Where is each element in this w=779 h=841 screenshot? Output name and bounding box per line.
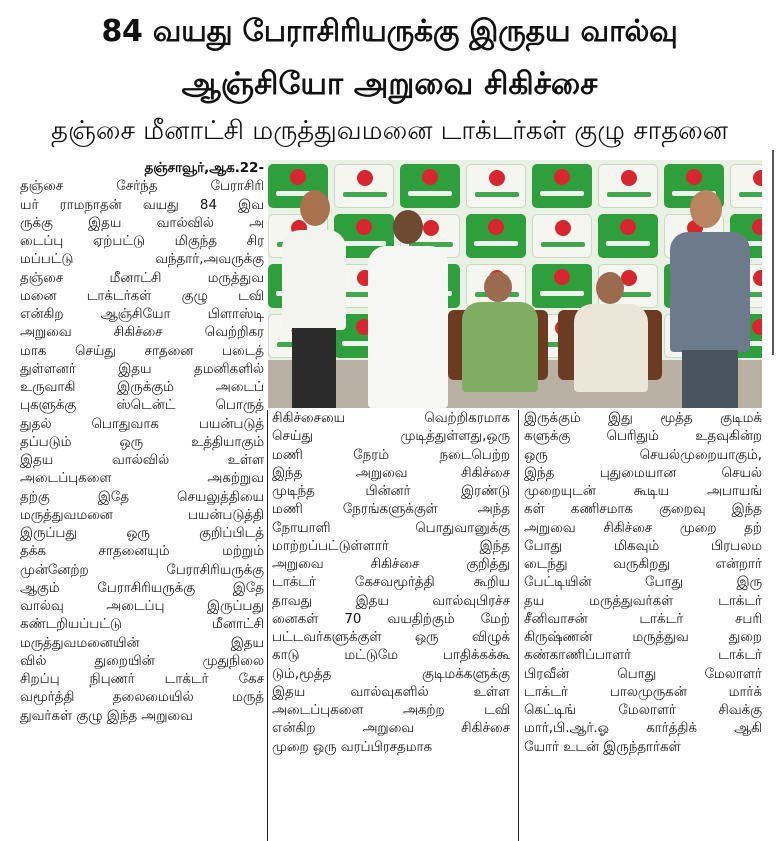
article-line: சிகிச்சையை வெற்றிகரமாக xyxy=(272,411,510,426)
backdrop-logo-tile xyxy=(532,164,592,208)
headline-line1: 84 வயது பேராசிரியருக்கு இருதய வால்வு xyxy=(101,14,678,49)
article-line: டும்,மூத்த குடிமக்களுக்கு xyxy=(272,666,510,682)
article-line: வால்வு அடைப்பு இருப்பது xyxy=(20,599,264,614)
article-column-1 xyxy=(20,160,264,840)
article-line: துள்ளனர் இதய தமனிகளில் xyxy=(20,361,264,377)
seated-man-figure xyxy=(568,272,652,392)
column-rule-1 xyxy=(267,410,268,841)
article-line: யோர் உடன் இருந்தார்கள் xyxy=(524,739,681,755)
article-line: இருக்கும் இது மூத்த குடிமக் xyxy=(524,411,762,426)
article-line: பிரவீன் பொது மேலாளர் xyxy=(524,666,762,682)
article-line: என்கிற ஆஞ்சியோ பிளாஸ்டி xyxy=(20,307,264,322)
backdrop-logo-tile xyxy=(598,214,658,258)
article-line: மருத்துவமனை பயன்படுத்தி xyxy=(20,507,264,523)
article-line: தக்க சாதனையும் மற்றும் xyxy=(20,544,264,560)
article-line: டைப்பு ஏற்பட்டு மிகுந்த சிர xyxy=(20,234,264,249)
article-line: உருவாகி இருக்கும் அடைப் xyxy=(20,380,264,395)
article-line: அடைப்புகளை அகற்ற டவி xyxy=(272,703,510,718)
article-line: அடைப்புகளை அகற்றுவ xyxy=(20,471,264,487)
article-line: மாக செய்து சாதனை படைத் xyxy=(20,343,264,359)
article-line: டாக்டர் பாலமுருகன் மார்க் xyxy=(524,684,762,700)
article-line: டைந்து வருகிறது என்றார் xyxy=(524,557,762,572)
column-rule-2 xyxy=(518,410,519,841)
article-line: மாற்றப்பட்டுள்ளார் இந்த xyxy=(272,538,510,554)
article-line: தஞ்சை சேர்ந்த பேராசிரி xyxy=(20,179,264,195)
article-line: இதய வால்வில் உள்ள xyxy=(20,453,264,468)
article-line: வில் துறையின் முதுநிலை xyxy=(20,653,264,669)
article-line: வமூர்த்தி தலைமையில் மருத் xyxy=(20,690,264,706)
article-line: முறையுடன் கூடிய அபாயங் xyxy=(524,484,762,499)
article-line: ருக்கு இதய வால்வில் அ xyxy=(20,215,264,231)
article-line: மருத்துவமனையின் இதய xyxy=(20,635,264,651)
column-rule-right xyxy=(772,150,774,355)
article-line: முன்னேற்ற பேராசிரியருக்கு xyxy=(20,562,264,578)
article-line: முடிந்த பின்னர் இரண்டு xyxy=(272,484,510,499)
article-line: மப்பட்டு வந்தார்,அவருக்கு xyxy=(20,252,264,268)
article-line: தஞ்சை மீனாட்சி மருத்துவ xyxy=(20,270,264,286)
article-line: இதய வால்வுகளில் உள்ள xyxy=(272,684,510,700)
article-line: இந்த புதுமையான செயல் xyxy=(524,465,762,481)
doctor-figure xyxy=(360,210,456,408)
article-column-2 xyxy=(272,410,510,840)
backdrop-logo-tile xyxy=(400,164,460,208)
dateline: தஞ்சாவூர்,ஆக.22- xyxy=(144,161,264,176)
subheadline: தஞ்சை மீனாட்சி மருத்துவமனை டாக்டர்கள் குழு சாதனை xyxy=(51,116,728,146)
article-line: கண்டறியப்பட்டு மீனாட்சி xyxy=(20,617,264,633)
article-line: ஒரு செயல்முறையாகும், xyxy=(524,447,762,463)
article-line: அறுவை சிகிச்சை குறித்து xyxy=(272,557,510,572)
article-line: தப்படும் ஒரு உத்தியாகும் xyxy=(20,434,264,450)
group-photo-icon xyxy=(268,160,762,408)
article-line: கள் கணிசமாக குறைவு இந்த xyxy=(524,502,762,518)
person-right-figure xyxy=(660,190,760,408)
article-line: செய்து முடித்துள்ளது,ஒரு xyxy=(272,429,510,445)
article-line: என்கிற அறுவை சிகிச்சை xyxy=(272,721,510,737)
article-line: மணி நேரம் நடைபெற்ற xyxy=(272,447,510,463)
article-line: மனை டாக்டர்கள் குழு டவி xyxy=(20,288,264,304)
article-line: மார்,பி.ஆர்.ஓ கார்த்திக் ஆகி xyxy=(524,721,762,737)
article-line: னைகள் 70 வயதிற்கும் மேற் xyxy=(272,611,510,627)
article-line: புகளுக்கு ஸ்டென்ட் பொருத் xyxy=(20,398,264,414)
article-line: தாவது இதய வால்வுபிரச்ச xyxy=(272,593,510,609)
article-line: இருப்பது ஒரு குறிப்பிடத் xyxy=(20,526,264,541)
article-line: பட்டவர்களுக்குள் ஒரு விழுக் xyxy=(272,630,510,645)
article-line: மணி நேரங்களுக்குள் அந்த xyxy=(272,502,510,518)
article-line: கிருஷ்ணன் மருத்துவ துறை xyxy=(524,630,762,645)
article-line: சீனிவாசன் டாக்டர் சபரி xyxy=(524,611,762,627)
backdrop-logo-tile xyxy=(532,214,592,258)
article-line: சிறப்பு நிபுணர் டாக்டர் கேச xyxy=(20,672,264,687)
article-line: பேட்டியின் போது இரு xyxy=(524,575,762,591)
backdrop-logo-tile xyxy=(466,164,526,208)
article-line: இந்த அறுவை சிகிச்சை xyxy=(272,465,510,481)
article-line: ஆகும் பேராசிரியருக்கு இதே xyxy=(20,580,264,596)
article-line: காடு மட்டுமே பாதிக்கக்கூ xyxy=(272,648,510,664)
article-line: தற்கு இதே செயலுத்தியை xyxy=(20,489,264,505)
article-line: தய மருத்துவர்கள் டாக்டர் xyxy=(524,593,762,609)
headline-line2: ஆஞ்சியோ அறுவை சிகிச்சை xyxy=(181,66,598,102)
article-line: களுக்கு பெரிதும் உதவுகின்ற xyxy=(524,429,762,445)
article-line: அறுவை சிகிச்சை வெற்றிகர xyxy=(20,325,264,341)
article-line: யர் ராமநாதன் வயது 84 இவ xyxy=(20,197,264,213)
person-left-figure xyxy=(274,190,354,408)
article-line: கெட்டிங் மேலாளர் சிவக்கு xyxy=(524,703,762,718)
article-line: போது மிகவும் பிரபலம xyxy=(524,538,762,554)
article-line: கண்காணிப்பாளர் டாக்டர் xyxy=(524,648,762,664)
seated-woman-figure xyxy=(458,272,540,392)
backdrop-logo-tile xyxy=(598,164,658,208)
article-column-3 xyxy=(524,410,762,840)
article-line: அறுவை சிகிச்சை முறை தற் xyxy=(524,520,762,536)
article-line: நோயாளி பொதுவானுக்கு xyxy=(272,520,510,536)
article-line: துவர்கள் குழு இந்த அறுவை xyxy=(20,708,193,724)
article-line: டாக்டர் கேசவமூர்த்தி கூறிய xyxy=(272,575,510,591)
article-line: துதல் பொதுவாக பயன்படுத் xyxy=(20,416,264,432)
backdrop-logo-tile xyxy=(466,214,526,258)
article-line: முறை ஒரு வரப்பிரசதமாக xyxy=(272,739,433,755)
